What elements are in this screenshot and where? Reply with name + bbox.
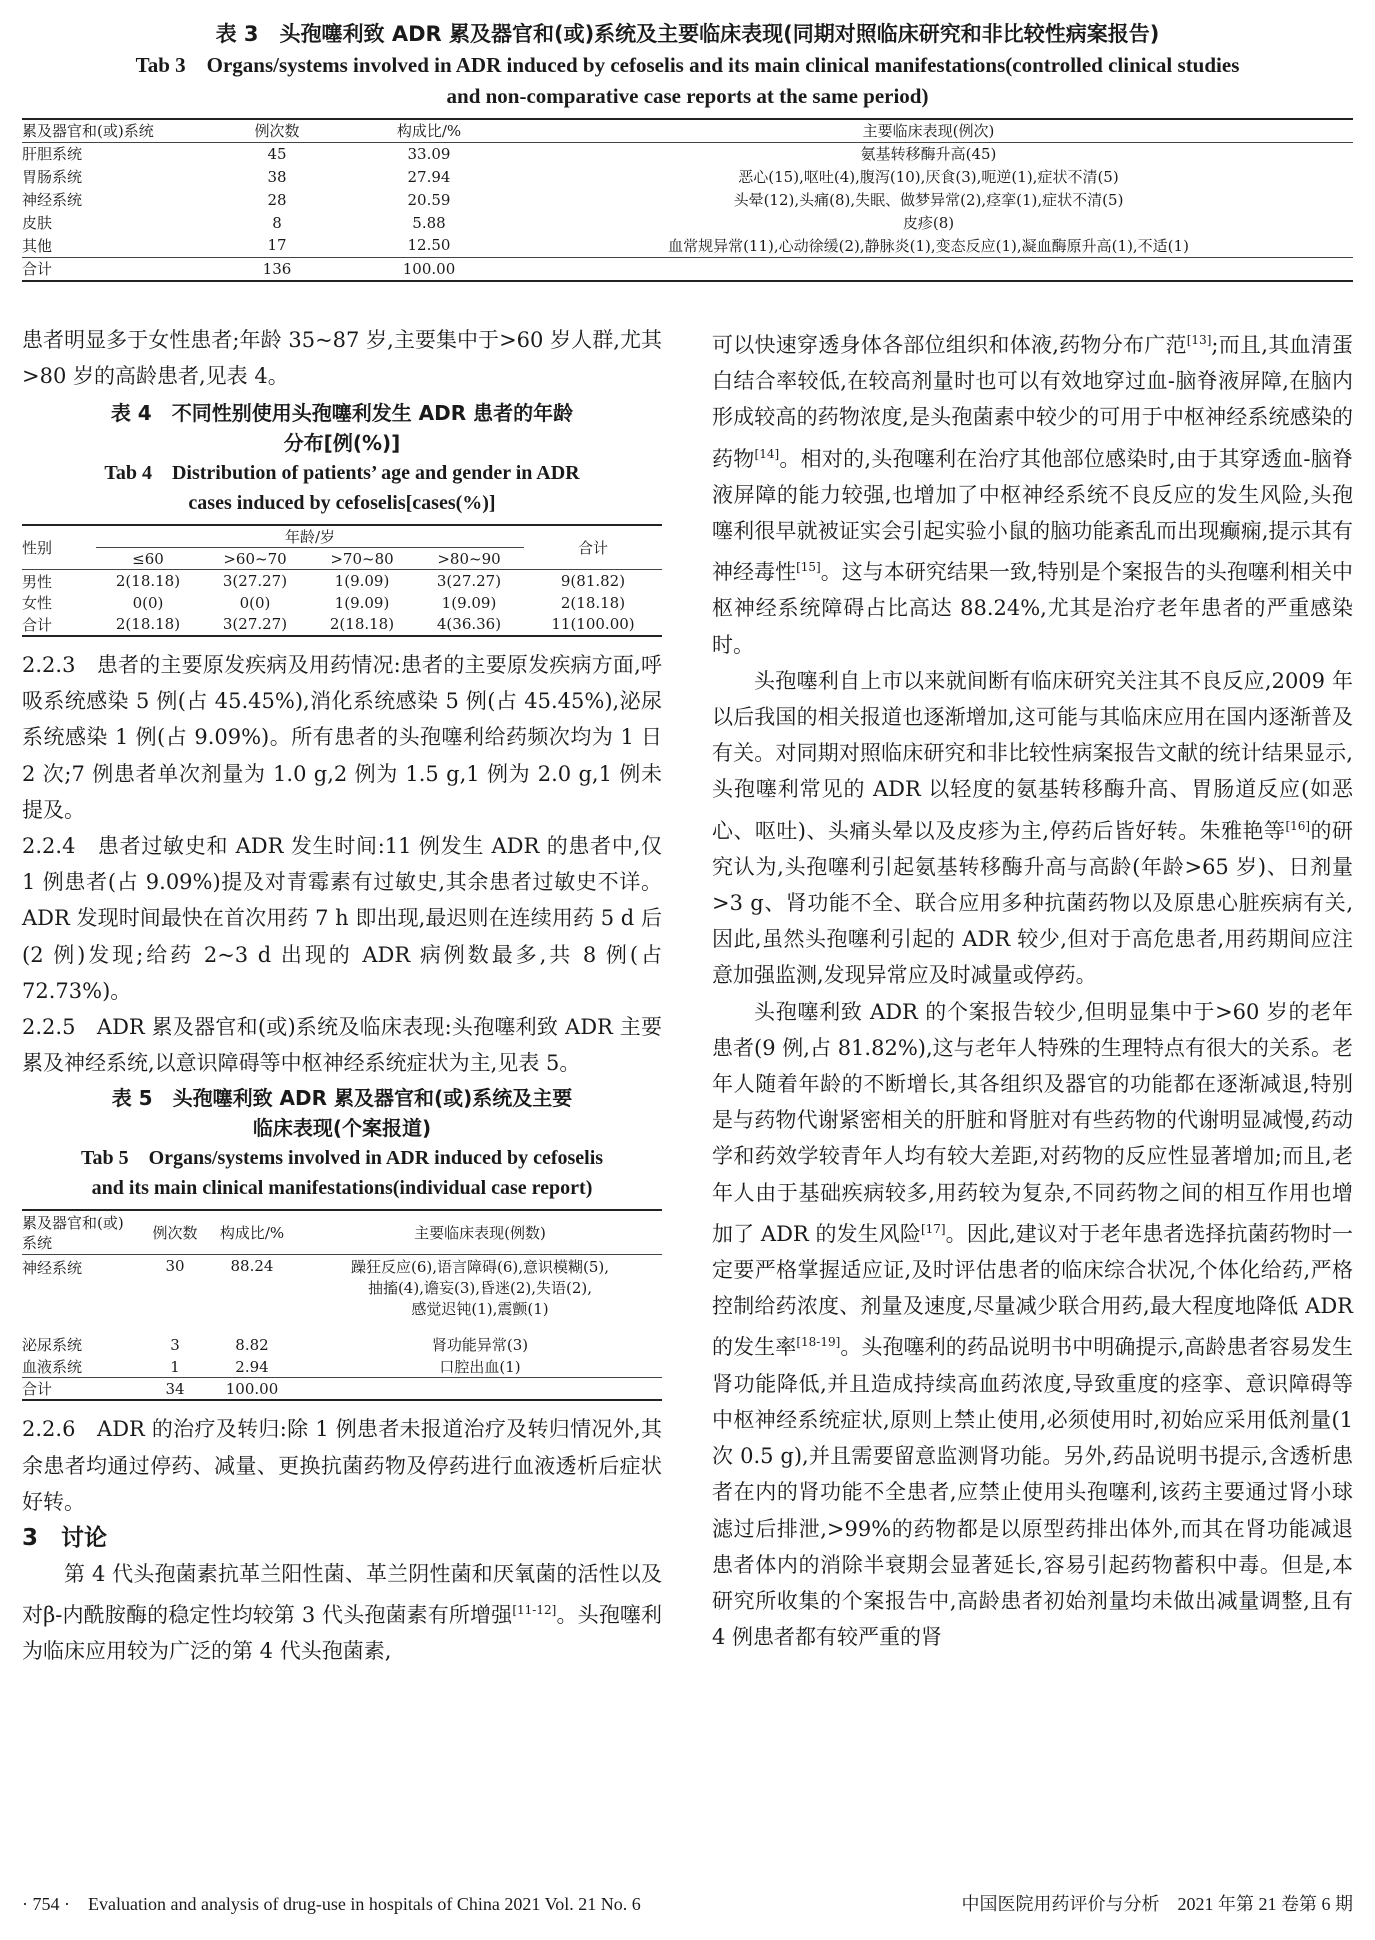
table-cell: 2(18.18) <box>329 615 395 634</box>
right-paragraph-3 <box>712 994 1353 1656</box>
citation: [17] <box>920 1221 946 1236</box>
table-cell: 0(0) <box>132 593 164 612</box>
table-cell <box>504 257 1353 281</box>
table-cell: 38 <box>267 167 287 186</box>
text-run: 。头孢噻利的药品说明书中明确提示,高龄患者容易发生肾功能降低,并且造成持续高血药浓度,导致重度的痉挛、意识障碍等中枢神经系统症状,原则上禁止使用,必须使用时,初始应采用低剂量(1 次 0.5 g),并且需要留意监测肾功能。另外,药品说明书提示,含透析患者在内的肾功能不全患者,应禁止使用头孢噻利,该药主要通过肾小球滤过后排泄,>99%的药物都是以原型药排出体外,而其在肾功能减退患者体内的消除半衰期会显著延长,容易引起药物蓄积中毒。但是,本研究所收集的个案报告中,高龄患者初始剂量均未做出减量调整,且有 4 例患者都有较严重的肾 <box>712 1335 1353 1650</box>
manifestation-line: 抽搐(4),谵妄(3),昏迷(2),失语(2), <box>367 1278 593 1297</box>
table-cell: 1(9.09) <box>334 572 390 591</box>
table-4-header-gender: 性别 <box>22 525 96 570</box>
text-run: 的研究认为,头孢噻利引起氨基转移酶升高与高龄(年龄>65 岁)、日剂量>3 g、肾功能不全、联合应用多种抗菌药物以及原患心脏疾病有关,因此,虽然头孢噻利引起的 ADR 较少,但对于高危患者,用药期间应注意加强监测,发现异常应及时减量或停药。 <box>712 818 1353 988</box>
table-cell: 2(18.18) <box>115 615 181 634</box>
table-cell: 恶心(15),呕吐(4),腹泻(10),厌食(3),呃逆(1),症状不清(5) <box>738 168 1119 186</box>
table-cell: 泌尿系统 <box>22 1336 83 1355</box>
table-3-en-title-2: and non-comparative case reports at the same period) <box>446 84 929 108</box>
section-2-2-4: 2.2.4 患者过敏史和 ADR 发生时间:11 例发生 ADR 的患者中,仅 1 例患者(占 9.09%)提及对青霉素有过敏史,其余患者过敏史不详。ADR 发现时间最快在首次用药 7 h 即出现,最迟则在连续用药 5 d 后(2 例)发现;给药 2~3 d 出现的 ADR 病例数最多,共 8 例(占 72.73%)。 <box>22 833 662 1003</box>
right-paragraph-1 <box>712 322 1353 663</box>
table-cell: 口腔出血(1) <box>439 1358 521 1377</box>
table-cell: 3(27.27) <box>222 615 288 634</box>
table-5-header-system <box>22 1210 144 1254</box>
table-3 <box>22 118 1353 282</box>
section-3-heading: 3 讨论 <box>22 1524 108 1551</box>
table-row <box>22 234 1353 257</box>
table-5-block <box>22 1083 662 1401</box>
table-5-header-cases: 例次数 <box>152 1224 198 1243</box>
table-5-en-title-1: Tab 5 Organs/systems involved in ADR induced by cefoselis <box>80 1147 604 1170</box>
text-run: 可以快速穿透身体各部位组织和体液,药物分布广范 <box>712 333 1187 357</box>
citation: [13] <box>1186 333 1212 347</box>
table-cell: 头晕(12),头痛(8),失眠、做梦异常(2),痉挛(1),症状不清(5) <box>733 191 1124 209</box>
table-3-header-system: 累及器官和(或)系统 <box>22 122 154 141</box>
citation: [18-19] <box>796 1335 841 1350</box>
table-cell: 33.09 <box>407 144 451 163</box>
text-run: 。因此,建议对于老年患者选择抗菌药物时一定要严格掌握适应证,及时评估患者的临床综合状况,个体化给药,严格控制给药浓度、剂量及速度,尽量减少联合用药,最大程度地降低 ADR 的发生率 <box>712 1221 1353 1360</box>
table-3-block <box>22 18 1353 282</box>
table-cell: 8 <box>272 213 282 232</box>
table-cell: 12.50 <box>407 236 451 255</box>
table-cell: 合计 <box>22 615 53 634</box>
table-3-header-row <box>22 119 1353 142</box>
table-cell: 20.59 <box>407 190 451 209</box>
table-cell: 45 <box>267 144 287 163</box>
text-run: 。头孢噻利为临床应用较为广泛的第 4 代头孢菌素, <box>22 1603 662 1664</box>
table-3-header-cases: 例次数 <box>254 122 300 141</box>
table-cell: 3 <box>170 1335 180 1354</box>
table-5-header-system-line-1: 累及器官和(或) <box>22 1213 124 1232</box>
text-run: 第 4 代头孢菌素抗革兰阳性菌、革兰阴性菌和厌氧菌的活性以及对β-内酰胺酶的稳定性均较第 3 代头孢菌素有所增强 <box>22 1561 662 1628</box>
table-cell: 136 <box>262 259 292 278</box>
section-2-2-6: 2.2.6 ADR 的治疗及转归:除 1 例患者未报道治疗及转归情况外,其余患者均通过停药、减量、更换抗菌药物及停药进行血液透析后症状好转。 <box>22 1417 662 1514</box>
table-5 <box>22 1209 662 1401</box>
table-5-header-row <box>22 1210 662 1254</box>
text-run: ;而且,其血清蛋白结合率较低,在较高剂量时也可以有效地穿过血-脑脊液屏障,在脑内形成较高的药物浓度,是头孢菌素中较少的可用于中枢神经系统感染的药物 <box>712 333 1353 471</box>
table-4-header-total: 合计 <box>524 525 662 570</box>
text-run: 头孢噻利自上市以来就间断有临床研究关注其不良反应,2009 年以后我国的相关报道也逐渐增加,这可能与其临床应用在国内逐渐普及有关。对同期对照临床研究和非比较性病案报告文献的统计结果显示,头孢噻利常见的 ADR 以轻度的氨基转移酶升高、胃肠道反应(如恶心、呕吐)、头痛头晕以及皮疹为主,停药后皆好转。朱雅艳等 <box>712 668 1353 843</box>
table-cell: 神经系统 <box>22 1258 83 1277</box>
table-cell: 4(36.36) <box>436 615 502 634</box>
table-cell: 合计 <box>22 1380 53 1399</box>
text-run: 。这与本研究结果一致,特别是个案报告的头孢噻利相关中枢神经系统障碍占比高达 88.24%,尤其是治疗老年患者的严重感染时。 <box>712 560 1353 657</box>
table-cell: 9(81.82) <box>560 572 626 591</box>
table-cell: 11(100.00) <box>551 615 635 634</box>
table-total-row <box>22 614 662 636</box>
section-2-2-5: 2.2.5 ADR 累及器官和(或)系统及临床表现:头孢噻利致 ADR 主要累及神经系统,以意识障碍等中枢神经系统症状为主,见表 5。 <box>22 1014 662 1076</box>
table-cell: 肾功能异常(3) <box>431 1336 529 1355</box>
table-cell: 34 <box>165 1379 185 1398</box>
table-cell: >60~70 <box>223 549 287 568</box>
manifestation-line: 躁狂反应(6),语言障碍(6),意识模糊(5), <box>350 1257 610 1276</box>
table-3-header-ratio: 构成比/% <box>396 122 462 141</box>
table-cell: >70~80 <box>330 549 394 568</box>
citation: [15] <box>796 560 821 575</box>
table-cell: 肝胆系统 <box>22 145 83 164</box>
table-cell: 胃肠系统 <box>22 168 83 186</box>
table-cell: 8.82 <box>235 1335 269 1354</box>
table-total-row <box>22 257 1353 281</box>
table-cell: 3(27.27) <box>436 572 502 591</box>
table-cell: >80~90 <box>437 549 501 568</box>
table-3-header-manifestation: 主要临床表现(例次) <box>862 122 995 141</box>
table-cell: 皮肤 <box>22 214 53 232</box>
table-row <box>22 592 662 614</box>
table-4 <box>22 524 662 637</box>
table-4-en-title-2: cases induced by cefoselis[cases(%)] <box>188 492 496 515</box>
table-cell <box>298 1378 662 1401</box>
right-column <box>712 322 1353 1655</box>
table-cell: 血液系统 <box>22 1358 83 1377</box>
table-cell: 氨基转移酶升高(45) <box>860 145 997 164</box>
table-cell: 1(9.09) <box>334 593 390 612</box>
table-5-header-system-line-2: 系统 <box>22 1233 53 1252</box>
manifestation-line: 感觉迟钝(1),震颤(1) <box>411 1299 549 1318</box>
text-run: 头孢噻利致 ADR 的个案报告较少,但明显集中于>60 岁的老年患者(9 例,占 81.82%),这与老年人特殊的生理特点有很大的关系。老年人随着年龄的不断增长,其各组织及器官的功能都在逐渐减退,特别是与药物代谢紧密相关的肝脏和肾脏对有些药物的代谢明显减慢,药动学和药效学较青年人均有较大差距,对药物的反应性显著增加;而且,老年人由于基础疾病较多,用药较为复杂,不同药物之间的相互作用也增加了 ADR 的发生风险 <box>712 999 1353 1246</box>
table-cell: 5.88 <box>412 213 446 232</box>
table-row <box>22 1254 662 1334</box>
table-cell: 100.00 <box>225 1379 279 1398</box>
table-total-row <box>22 1378 662 1401</box>
table-row <box>22 188 1353 211</box>
table-row <box>22 1356 662 1378</box>
table-row <box>22 1334 662 1356</box>
table-row <box>22 211 1353 234</box>
footer-right: 中国医院用药评价与分析 2021 年第 21 卷第 6 期 <box>961 1894 1353 1914</box>
table-cell: ≤60 <box>132 549 164 568</box>
section-2-2-3: 2.2.3 患者的主要原发疾病及用药情况:患者的主要原发疾病方面,呼吸系统感染 5 例(占 45.45%),消化系统感染 5 例(占 45.45%),泌尿系统感染 1 例(占 9.09%)。所有患者的头孢噻利给药频次均为 1 日 2 次;7 例患者单次剂量为 1.0 g,2 例为 1.5 g,1 例为 2.0 g,1 例未提及。 <box>22 652 662 822</box>
table-4-header-age: 年龄/岁 <box>96 525 524 548</box>
table-cell: 神经系统 <box>22 191 83 209</box>
table-cell: 1(9.09) <box>441 593 497 612</box>
table-5-header-manifestation: 主要临床表现(例数) <box>414 1224 546 1243</box>
table-cell: 27.94 <box>407 167 451 186</box>
discussion-paragraph-1 <box>22 1556 662 1670</box>
table-4-cn-title-1: 表 4 不同性别使用头孢噻利发生 ADR 患者的年龄 <box>110 401 574 426</box>
table-cell: 3(27.27) <box>222 572 288 591</box>
table-5-header-ratio: 构成比/% <box>219 1224 285 1243</box>
table-cell: 2(18.18) <box>560 593 626 612</box>
table-3-cn-title: 表 3 头孢噻利致 ADR 累及器官和(或)系统及主要临床表现(同期对照临床研究和非比较性病案报告) <box>215 22 1160 46</box>
citation: [14] <box>754 446 780 461</box>
table-row <box>22 142 1353 165</box>
table-4-en-title-1: Tab 4 Distribution of patients’ age and gender in ADR <box>104 462 580 485</box>
table-5-cn-title-2: 临床表现(个案报道) <box>252 1116 432 1141</box>
table-row <box>22 570 662 592</box>
footer-left: · 754 · Evaluation and analysis of drug-use in hospitals of China 2021 Vol. 21 No. 6 <box>22 1894 641 1914</box>
table-5-en-title-2: and its main clinical manifestations(individual case report) <box>91 1177 593 1200</box>
table-cell: 28 <box>267 190 287 209</box>
table-cell: 30 <box>165 1256 185 1275</box>
table-cell: 17 <box>267 236 287 255</box>
table-4-cn-title-2: 分布[例(%)] <box>283 431 401 456</box>
table-cell: 其他 <box>22 236 53 255</box>
table-cell <box>298 1254 662 1334</box>
table-cell: 皮疹(8) <box>902 214 955 232</box>
table-4-block <box>22 398 662 637</box>
table-cell: 男性 <box>22 572 53 591</box>
table-cell: 2.94 <box>235 1357 269 1376</box>
text-run: 。相对的,头孢噻利在治疗其他部位感染时,由于其穿透血-脑脊液屏障的能力较强,也增加了中枢神经系统不良反应的发生风险,头孢噻利很早就被证实会引起实验小鼠的脑功能紊乱而出现癫痫,提示其有神经毒性 <box>712 446 1353 585</box>
table-cell: 血常规异常(11),心动徐缓(2),静脉炎(1),变态反应(1),凝血酶原升高(1),不适(1) <box>668 236 1189 255</box>
table-cell: 0(0) <box>239 593 271 612</box>
table-cell: 88.24 <box>230 1256 274 1275</box>
right-paragraph-2 <box>712 663 1353 994</box>
table-cell: 100.00 <box>402 259 456 278</box>
table-cell: 1 <box>170 1357 180 1376</box>
left-intro-paragraph: 患者明显多于女性患者;年龄 35~87 岁,主要集中于>60 岁人群,尤其>80 岁的高龄患者,见表 4。 <box>22 328 662 389</box>
table-3-en-title-1: Tab 3 Organs/systems involved in ADR induced by cefoselis and its main clinical manifestations(controlled clinical studies <box>135 53 1240 77</box>
citation: [16] <box>1285 818 1311 833</box>
table-cell: 2(18.18) <box>115 572 181 591</box>
table-4-header-row <box>22 525 662 548</box>
table-cell: 合计 <box>22 260 53 279</box>
table-cell: 女性 <box>22 594 53 613</box>
left-column <box>22 322 662 1670</box>
table-5-cn-title-1: 表 5 头孢噻利致 ADR 累及器官和(或)系统及主要 <box>111 1086 573 1111</box>
table-row <box>22 165 1353 188</box>
citation: [11-12] <box>512 1603 557 1618</box>
